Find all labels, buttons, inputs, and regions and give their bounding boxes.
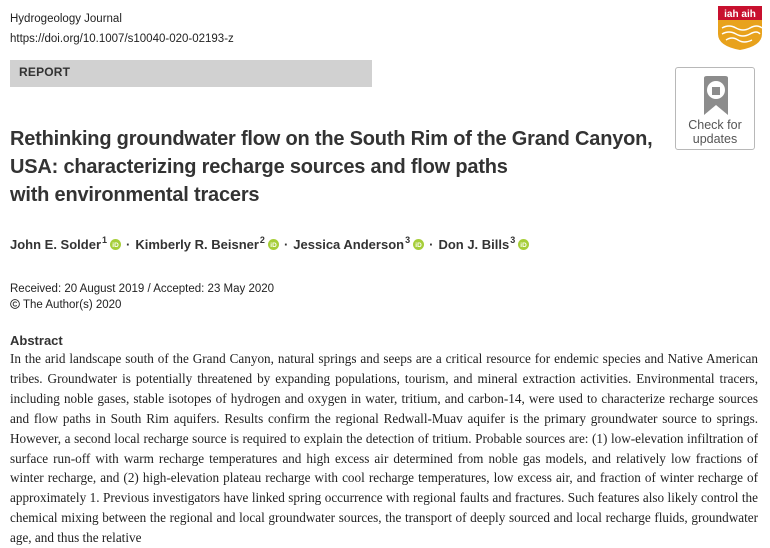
copyright-icon <box>10 299 20 309</box>
author-name: Kimberly R. Beisner <box>135 237 259 253</box>
author-affiliation: 2 <box>259 235 265 245</box>
author-4[interactable] <box>438 237 529 252</box>
author-name: Don J. Bills <box>438 237 510 253</box>
abstract-body: In the arid landscape south of the Grand Canyon, natural springs and seeps are a critical resource for endemic species and Native American tribes. Groundwater is potentially threatened by expanding populations, tourism, and mineral extraction activities. Environmental tracers, including noble gases, stable isotopes of hydrogen and oxygen in water, tritium, and carbon-14, were used to characterize recharge sources and flow paths in South Rim aquifers. Results confirm the regional Redwall-Muav aquifer is the primary groundwater source to springs. However, a second local recharge source is required to explain the detection of tritium. Probable sources are: (1) low-elevation infiltration of surface run-off with warm recharge temperatures and high excess air determined from noble gas models, and relatively low fractions of winter recharge, and (2) high-elevation plateau recharge with cool recharge temperatures, low excess air, and fraction of winter recharge of approximately 1. Previous investigators have linked spring occurrence with regional faults and fractures. Such features also likely control the chemical mixing between the regional and local groundwater sources, the transport of deeply sourced and local recharge fluids, groundwater age, and thus the relative <box>10 351 758 546</box>
logo-text: iah aih <box>724 9 756 20</box>
article-title-line-1: Rethinking groundwater flow on the South Rim of the Grand Canyon, <box>10 128 653 150</box>
orcid-icon[interactable] <box>518 239 529 250</box>
author-separator: · <box>283 237 289 253</box>
svg-text:iD: iD <box>415 242 422 250</box>
article-title-line-2: USA: characterizing recharge sources and flow paths <box>10 156 508 178</box>
author-list <box>10 236 529 252</box>
abstract-heading: Abstract <box>10 333 63 348</box>
svg-text:iD: iD <box>270 242 277 250</box>
doi-link[interactable]: https://doi.org/10.1007/s10040-020-02193-z <box>10 33 234 45</box>
check-for-updates-button[interactable] <box>675 67 755 150</box>
iah-logo-icon <box>718 6 762 50</box>
author-affiliation: 3 <box>510 235 516 245</box>
copyright-text: The Author(s) 2020 <box>23 299 122 311</box>
author-name: John E. Solder <box>10 237 102 253</box>
journal-name: Hydrogeology Journal <box>10 13 122 25</box>
svg-text:iD: iD <box>520 242 527 250</box>
orcid-icon[interactable] <box>413 239 424 250</box>
updates-label: updates <box>692 132 738 146</box>
article-type-label: REPORT <box>19 65 71 79</box>
author-name: Jessica Anderson <box>293 237 405 253</box>
author-separator: · <box>126 237 131 253</box>
copyright-line <box>10 299 121 311</box>
svg-text:iD: iD <box>112 242 119 250</box>
author-affiliation: 1 <box>102 235 108 245</box>
author-affiliation: 3 <box>405 235 411 245</box>
received-accepted-dates: Received: 20 August 2019 / Accepted: 23 May 2020 <box>10 283 275 295</box>
orcid-icon[interactable] <box>268 239 279 250</box>
orcid-icon[interactable] <box>110 239 121 250</box>
author-2[interactable] <box>135 237 279 252</box>
article-title-line-3: with environmental tracers <box>10 184 260 206</box>
author-separator: · <box>429 237 434 253</box>
check-for-label: Check for <box>688 118 742 132</box>
author-3[interactable] <box>293 237 424 252</box>
bookmark-ribbon-icon <box>699 75 733 117</box>
author-1[interactable] <box>10 237 121 252</box>
